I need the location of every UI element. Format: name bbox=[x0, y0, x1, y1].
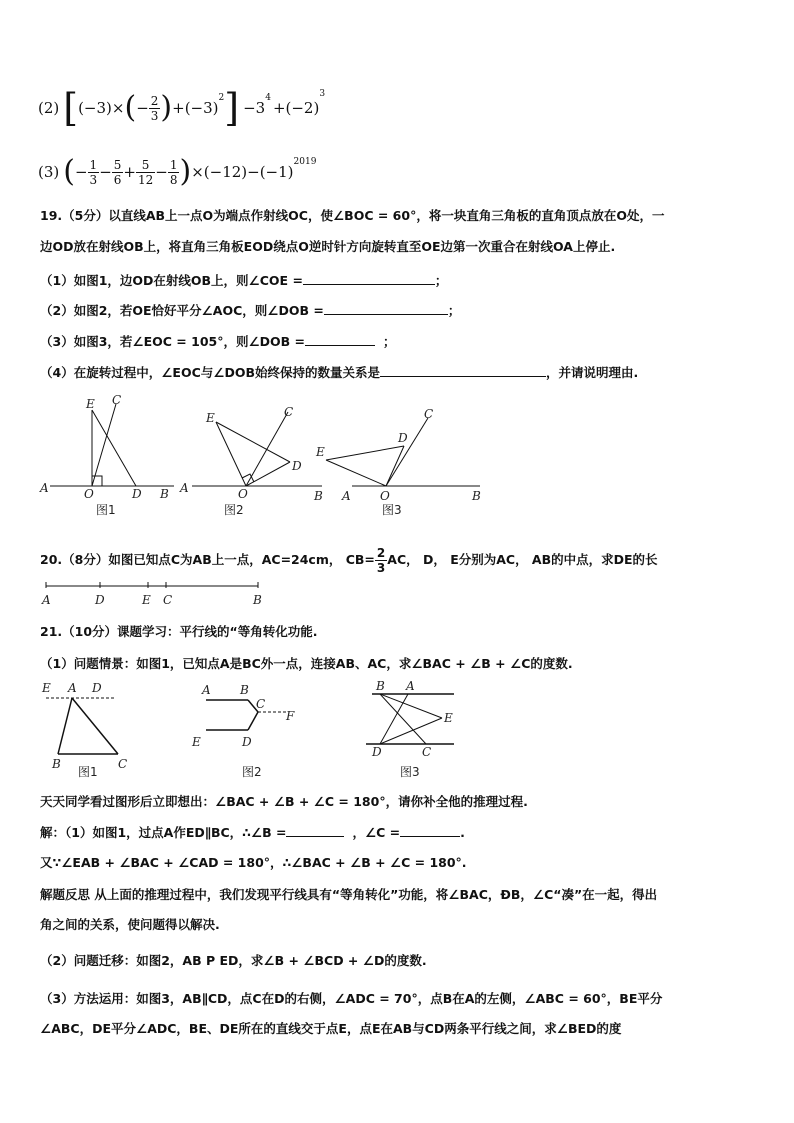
q20-segment-figure bbox=[36, 580, 276, 610]
label-F: F bbox=[286, 709, 295, 723]
left-bracket: [ bbox=[63, 86, 79, 130]
exponent: 4 bbox=[265, 93, 271, 103]
q19-sub3-text: （3）如图3，若∠EOC = 105°，则∠DOB = bbox=[40, 334, 306, 349]
q21-sub3-line1: （3）方法运用：如图3，AB∥CD，点C在D的右侧，∠ADC = 70°，点B在A的左侧，∠ABC = 60°，BE平分 bbox=[40, 991, 663, 1006]
q21-reflect-line1: 解题反思 从上面的推理过程中，我们发现平行线具有“等角转化”功能，将∠BAC，ÐB，∠C“凑”在一起，得出 bbox=[40, 887, 658, 902]
label-B: B bbox=[52, 757, 61, 771]
figure-caption: 图2 bbox=[242, 765, 262, 779]
label-E: E bbox=[86, 397, 95, 411]
label-C: C bbox=[112, 393, 122, 407]
label-C: C bbox=[118, 757, 128, 771]
figure-caption: 图3 bbox=[382, 503, 402, 517]
q20-text-b: AC， D， E分别为AC， AB的中点，求DE的长 bbox=[387, 552, 658, 567]
q21-sol1-b: ，∠C = bbox=[352, 825, 401, 840]
label-O: O bbox=[380, 489, 390, 503]
q21-figure-1 bbox=[41, 681, 127, 779]
label-E: E bbox=[142, 593, 151, 607]
q19-figure-1 bbox=[39, 393, 174, 517]
label-C: C bbox=[163, 593, 173, 607]
q21-solution-line1 bbox=[40, 824, 465, 842]
q19-sub3 bbox=[40, 333, 396, 351]
expr2-term1: (−3)× bbox=[78, 99, 125, 117]
label-D: D bbox=[398, 431, 408, 445]
f3-sign: + bbox=[123, 163, 136, 181]
q20-text bbox=[40, 543, 658, 577]
expression-2 bbox=[38, 86, 325, 130]
label-A: A bbox=[180, 481, 189, 495]
q21-think: 天天同学看过图形后立即想出：∠BAC + ∠B + ∠C = 180°，请你补全他的推理过程. bbox=[40, 794, 528, 809]
label-D: D bbox=[372, 745, 382, 759]
figure-caption: 图1 bbox=[78, 765, 98, 779]
answer-blank[interactable] bbox=[303, 272, 435, 285]
f1-sign: − bbox=[74, 163, 88, 181]
answer-blank[interactable] bbox=[286, 824, 344, 837]
answer-blank[interactable] bbox=[305, 333, 375, 346]
q19-sub4 bbox=[40, 364, 638, 382]
answer-blank[interactable] bbox=[380, 364, 546, 377]
right-bracket: ] bbox=[224, 86, 240, 130]
label-O: O bbox=[84, 487, 94, 501]
label-D: D bbox=[132, 487, 142, 501]
label-D: D bbox=[92, 681, 102, 695]
q21-title: 21.（10分）课题学习：平行线的“等角转化功能. bbox=[40, 624, 318, 639]
label-A: A bbox=[406, 679, 415, 693]
label-A: A bbox=[40, 481, 49, 495]
q21-figure-3 bbox=[366, 679, 454, 779]
label-E: E bbox=[316, 445, 325, 459]
figure-caption: 图2 bbox=[224, 503, 244, 517]
q21-sub2: （2）问题迁移：如图2，AB P ED，求∠B + ∠BCD + ∠D的度数. bbox=[40, 953, 427, 968]
expr3-term: ×(−12)−(−1) bbox=[191, 163, 294, 181]
q19-sub1 bbox=[40, 272, 447, 290]
label-B: B bbox=[376, 679, 385, 693]
exponent: 2019 bbox=[293, 157, 317, 167]
q19-figure-3 bbox=[315, 407, 481, 517]
label-C: C bbox=[422, 745, 432, 759]
fraction-two-thirds: $\frac{2}{3}$ bbox=[150, 93, 159, 123]
q19-figures bbox=[36, 392, 496, 522]
q19-line2: 边OD放在射线OB上，将直角三角板EOD绕点O逆时针方向旋转直至OE边第一次重合在射线OA上停止. bbox=[40, 239, 616, 254]
q21-figure-2 bbox=[191, 683, 295, 779]
label-C: C bbox=[424, 407, 434, 421]
q19-sub1-end: ； bbox=[434, 273, 448, 288]
exponent: 2 bbox=[218, 93, 225, 103]
q19-sub2-text: （2）如图2，若OE恰好平分∠AOC，则∠DOB = bbox=[40, 303, 324, 318]
label-O: O bbox=[238, 487, 248, 501]
expr2-term4: −3 bbox=[243, 99, 266, 117]
q19-sub3-end: ； bbox=[383, 334, 396, 349]
label-E: E bbox=[42, 681, 51, 695]
expression-3 bbox=[38, 150, 316, 194]
q21-reflect-line2: 角之间的关系，使问题得以解决. bbox=[40, 917, 220, 932]
figure-caption: 图1 bbox=[96, 503, 116, 517]
label-B: B bbox=[160, 487, 169, 501]
exponent: 3 bbox=[319, 89, 326, 99]
q21-sol1-a: 解：（1）如图1，过点A作ED∥BC，∴∠B = bbox=[40, 825, 287, 840]
q21-sub3-line2: ∠ABC，DE平分∠ADC，BE、DE所在的直线交于点E，点E在AB与CD两条平行线之间，求∠BED的度 bbox=[40, 1021, 622, 1036]
expr2-label: (2) bbox=[38, 99, 60, 117]
expr2-term3: +(−3) bbox=[172, 99, 219, 117]
expr3-label: (3) bbox=[38, 163, 60, 181]
fraction: $\frac{5}{6}$ bbox=[113, 157, 122, 187]
q20-text-a: 20.（8分）如图已知点C为AB上一点，AC=24cm， CB= bbox=[40, 552, 375, 567]
fraction-two-thirds: $\frac{2}{3}$ bbox=[376, 545, 386, 575]
label-B: B bbox=[472, 489, 481, 503]
q19-sub4-end: ，并请说明理由. bbox=[545, 365, 639, 380]
q21-sol1-c: . bbox=[460, 825, 465, 840]
fraction: $\frac{5}{12}$ bbox=[137, 157, 154, 187]
q21-sub1: （1）问题情景：如图1，已知点A是BC外一点，连接AB、AC，求∠BAC + ∠B + ∠C的度数. bbox=[40, 656, 573, 671]
expr2-sign: − bbox=[136, 99, 149, 117]
label-D: D bbox=[95, 593, 105, 607]
label-E: E bbox=[206, 411, 215, 425]
q19-figure-2 bbox=[179, 405, 323, 517]
label-B: B bbox=[253, 593, 262, 607]
figure-caption: 图3 bbox=[400, 765, 420, 779]
q19-line1: 19.（5分）以直线AB上一点O为端点作射线OC，使∠BOC = 60°，将一块直角三角板的直角顶点放在O处，一 bbox=[40, 208, 665, 223]
answer-blank[interactable] bbox=[324, 302, 448, 315]
q21-solution-line2: 又∵∠EAB + ∠BAC + ∠CAD = 180°，∴∠BAC + ∠B + ∠C = 180°. bbox=[40, 855, 467, 870]
q19-sub1-text: （1）如图1，边OD在射线OB上，则∠COE = bbox=[40, 273, 303, 288]
label-A: A bbox=[342, 489, 351, 503]
right-paren: ) bbox=[160, 90, 173, 125]
label-D: D bbox=[242, 735, 252, 749]
fraction: $\frac{1}{3}$ bbox=[89, 157, 98, 187]
q19-sub4-text: （4）在旋转过程中，∠EOC与∠DOB始终保持的数量关系是 bbox=[40, 365, 380, 380]
left-paren: ( bbox=[124, 90, 137, 125]
f2-sign: − bbox=[99, 163, 112, 181]
label-E: E bbox=[444, 711, 453, 725]
label-B: B bbox=[314, 489, 323, 503]
label-A: A bbox=[42, 593, 51, 607]
f4-sign: − bbox=[155, 163, 168, 181]
right-paren: ) bbox=[179, 154, 192, 189]
q19-sub2 bbox=[40, 302, 460, 320]
label-D: D bbox=[292, 459, 302, 473]
answer-blank[interactable] bbox=[400, 824, 460, 837]
label-B: B bbox=[240, 683, 249, 697]
q21-figures bbox=[36, 678, 476, 782]
label-A: A bbox=[68, 681, 77, 695]
label-C: C bbox=[256, 697, 266, 711]
label-E: E bbox=[192, 735, 201, 749]
fraction: $\frac{1}{8}$ bbox=[169, 157, 178, 187]
left-paren: ( bbox=[63, 154, 75, 189]
q19-sub2-end: ； bbox=[447, 303, 461, 318]
label-C: C bbox=[284, 405, 294, 419]
expr2-term5: +(−2) bbox=[272, 99, 320, 117]
label-A: A bbox=[202, 683, 211, 697]
